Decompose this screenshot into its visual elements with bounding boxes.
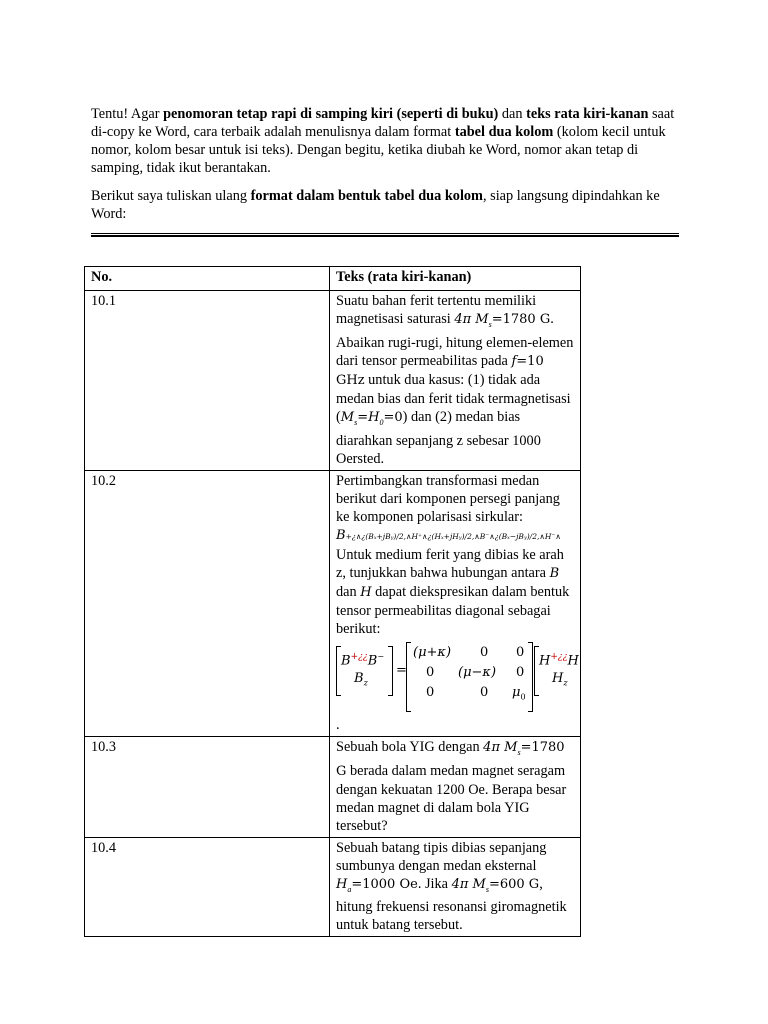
text-segment: ) dan (2) medan bias diarahkan sepanjang z sebesar 1000 Oersted. [336,408,541,467]
intro-paragraph [91,105,681,177]
matrix-cell: 0 [426,664,435,680]
math-var: H [539,653,551,669]
matrix-cell: (μ−κ) [458,664,497,680]
math-sub: z [563,678,568,688]
intro-bold-3: tabel dua kolom [454,124,554,140]
math-sup: +¿¿ [550,651,568,662]
math-expr: =600 G [488,876,540,892]
equals-sign: = [396,662,407,678]
math-sub: s [488,319,492,329]
para2-bold-1: format dalam bentuk tabel dua kolom [250,188,483,204]
math-var: μ [512,684,521,700]
math-var: H [567,653,579,669]
math-expr: =1780 G [336,739,565,779]
text-segment: Untuk medium ferit yang dibias ke arah z, tunjukkan bahwa hubungan antara [336,546,564,581]
text-segment: Sebuah batang tipis dibias sepanjang sumbunya dengan medan eksternal [336,839,547,874]
math-var: B [367,653,378,669]
text-segment: dapat diekspresikan dalam bentuk tensor permeabilitas diagonal sebagai berikut: [336,583,570,637]
table-row [85,736,581,837]
intro-text-3: saat di-copy ke Word, cara terbaik adalah menulisnya dalam format [91,106,675,140]
math-sub: s [354,417,358,427]
row-number: 10.2 [85,470,330,736]
math-expr: 4π M [451,876,486,892]
para2-text-2: , siap langsung dipindahkan ke Word: [91,188,660,222]
para2-text-1: Berikut saya tuliskan ulang [91,188,251,204]
intro-text-4: (kolom kecil untuk nomor, kolom besar untuk isi teks). Dengan begitu, ketika diubah ke Word, nomor akan tetap di samping, tidak ikut berantakan. [91,124,666,176]
horizontal-rule [91,233,679,237]
problems-table [84,266,581,937]
rhs-bottom [552,670,568,693]
text-segment: untuk dua kasus: (1) tidak ada medan bias dan ferit tidak termagnetisasi ( [336,371,571,425]
row-number: 10.1 [85,291,330,471]
matrix-cell: 0 [480,644,489,660]
table-row [85,470,581,736]
math-expr: B [336,527,346,543]
math-expr: =1780 G [491,312,551,327]
math-sub: 0 [379,417,384,427]
math-sub: s [517,747,521,757]
math-expr: =10 GHz [336,353,544,388]
table-row [85,291,581,471]
rhs-top [539,648,579,670]
matrix-cell: 0 [426,684,435,700]
row-number: 10.3 [85,736,330,837]
lhs-bottom [354,670,368,693]
text-segment: dan [336,583,361,600]
math-expr: H [336,876,348,892]
math-sup: +¿¿ [350,651,368,662]
matrix-cell: 0 [480,684,489,700]
math-sup: − [377,651,385,661]
row-text [330,736,581,837]
row-text [330,837,581,937]
text-segment: . [336,716,340,733]
right-bracket [528,642,533,712]
header-no: No. [85,267,330,291]
text-segment: . Jika [417,875,452,892]
instruction-paragraph [91,187,681,223]
math-sub: a [347,884,352,894]
text-segment: , hitung frekuensi resonansi giromagnetik untuk batang tersebut. [336,875,567,934]
math-expr: f [511,353,517,369]
text-segment: . Abaikan rugi-rugi, hitung elemen-elemen dari tensor permeabilitas pada [336,311,574,369]
text-segment: Suatu bahan ferit tertentu memiliki magnetisasi saturasi [336,293,537,327]
math-sub: z [363,678,368,688]
math-expr: 4π M [454,312,489,327]
intro-bold-2: teks rata kiri-kanan [526,106,649,122]
right-bracket [388,646,393,696]
row-number: 10.4 [85,837,330,937]
text-segment: Sebuah bola YIG dengan [336,738,484,755]
math-expr: =H [357,409,380,425]
math-expr: =1000 Oe [351,876,418,892]
matrix-cell [512,684,526,707]
math-sub: s [485,884,489,894]
text-segment: Pertimbangkan transformasi medan berikut dari komponen persegi panjang ke komponen polarisasi sirkular: [336,472,560,525]
lhs-top [341,648,384,670]
garbled-equation [336,526,574,546]
math-var: B [341,653,351,669]
header-text: Teks (rata kiri-kanan) [330,267,581,291]
intro-text-1: Tentu! Agar [91,106,164,122]
row-text [330,291,581,471]
math-sub: 0 [520,692,526,702]
math-expr: =0 [383,409,403,425]
intro-bold-1: penomoran tetap rapi di samping kiri (seperti di buku) [163,106,499,122]
math-expr: 4π M [483,739,518,755]
math-var: B [549,565,560,581]
math-var: B [354,670,364,686]
intro-text-2: dan [498,106,527,122]
permeability-matrix-equation [336,642,579,714]
row-text [330,470,581,736]
text-segment: berada dalam medan magnet seragam dengan kekuatan 1200 Oe. Berapa besar medan magnet di dalam bola YIG tersebut? [336,762,567,834]
table-row [85,837,581,937]
matrix-cell: 0 [516,644,525,660]
math-expr: +¿∧¿(Bₓ+jBᵧ)/2,∧H⁺∧¿(Hₓ+jHᵧ)/2,∧B⁻∧¿(Bₓ−jBᵧ)/2,∧H⁻∧ [345,531,561,541]
math-expr: M [340,409,355,425]
left-bracket [406,642,411,712]
table-header-row [85,267,581,291]
math-var: H [360,584,372,600]
math-var: H [552,670,564,686]
matrix-cell: 0 [516,664,525,680]
matrix-cell: (μ+κ) [413,644,452,660]
